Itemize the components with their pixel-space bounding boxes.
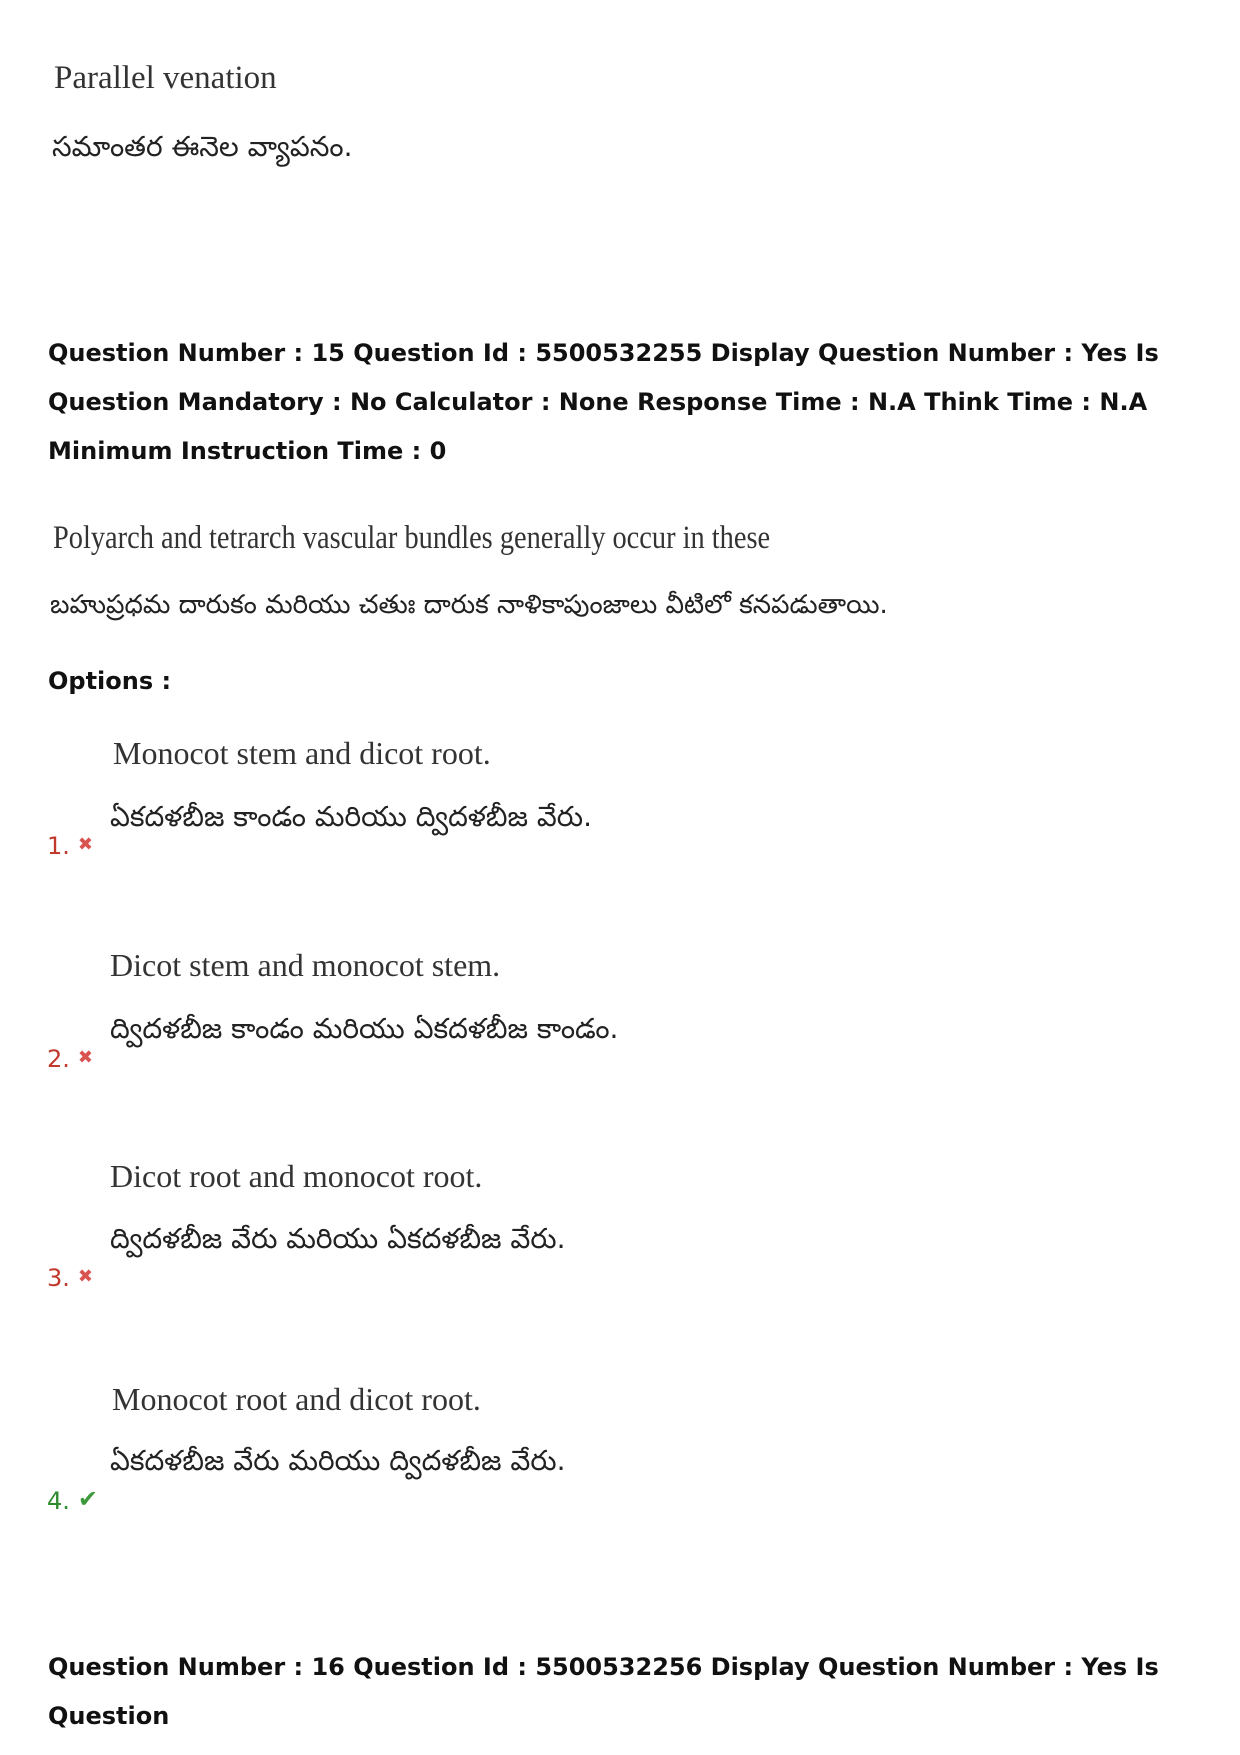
option-3-telugu: ద్విదళబీజ వేరు మరియు ఏకదళబీజ వేరు. (110, 1222, 566, 1255)
option-2-telugu: ద్విదళబీజ కాండం మరియు ఏకదళబీజ కాండం. (110, 1012, 619, 1045)
previous-option-english: Parallel venation (54, 60, 277, 96)
option-4-number (47, 1485, 98, 1515)
option-1-number (47, 832, 93, 860)
option-1-telugu: ఏకదళబీజ కాండం మరియు ద్విదళబీజ వేరు. (110, 800, 592, 833)
option-1-number-text: 1. (47, 832, 70, 860)
option-2-number (47, 1045, 93, 1073)
option-4-number-text: 4. (47, 1487, 70, 1515)
question-15-meta: Question Number : 15 Question Id : 5500532255 Display Question Number : Yes Is Question Mandatory : No Calculator : None Response Time : N.A Think Time : N.A Minimum Instruction Time : 0 (48, 339, 1159, 465)
option-3-number (47, 1264, 93, 1292)
check-mark-icon: ✔ (77, 1485, 99, 1513)
question-16-meta: Question Number : 16 Question Id : 5500532256 Display Question Number : Yes Is Question (48, 1653, 1159, 1730)
option-1-english: Monocot stem and dicot root. (113, 735, 491, 771)
option-4-telugu: ఏకదళబీజ వేరు మరియు ద్విదళబీజ వేరు. (110, 1444, 566, 1477)
question-15-english: Polyarch and tetrarch vascular bundles generally occur in these (53, 520, 771, 556)
wrong-mark-icon: ✖ (77, 1266, 93, 1287)
option-3-english: Dicot root and monocot root. (110, 1158, 483, 1194)
option-2-english: Dicot stem and monocot stem. (110, 947, 501, 983)
question-15-telugu: బహుప్రధమ దారుకం మరియు చతుః దారుక నాళికాపుంజాలు వీటిలో కనపడుతాయి. (50, 590, 888, 620)
wrong-mark-icon: ✖ (77, 834, 93, 855)
option-2-number-text: 2. (47, 1045, 70, 1073)
option-3-number-text: 3. (47, 1264, 70, 1292)
options-label: Options : (48, 667, 172, 695)
wrong-mark-icon: ✖ (77, 1047, 93, 1068)
option-4-english: Monocot root and dicot root. (112, 1381, 481, 1417)
previous-option-telugu: సమాంతర ఈనెల వ్యాపనం. (52, 130, 353, 163)
